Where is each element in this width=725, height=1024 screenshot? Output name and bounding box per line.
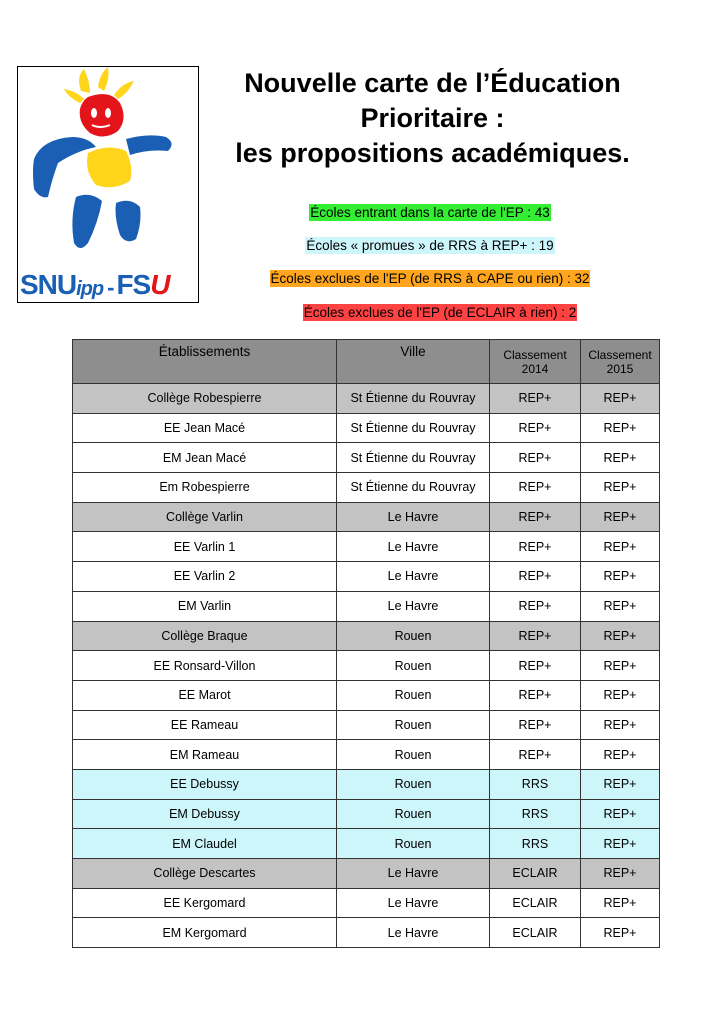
cell-establishment: EM Debussy bbox=[73, 799, 337, 829]
stat-promoted-text: Écoles « promues » de RRS à REP+ : 19 bbox=[306, 238, 554, 253]
table-row bbox=[73, 710, 660, 740]
cell-establishment: EM Jean Macé bbox=[73, 443, 337, 473]
cell-class-2015: REP+ bbox=[581, 769, 660, 799]
header-class-2015-line1: Classement bbox=[588, 347, 652, 362]
cell-class-2014: REP+ bbox=[490, 591, 581, 621]
table-row bbox=[73, 769, 660, 799]
snuipp-fsu-logo bbox=[17, 66, 199, 303]
table-body bbox=[73, 384, 660, 948]
child-figure-icon bbox=[18, 67, 198, 267]
stat-entering bbox=[200, 204, 660, 222]
cell-establishment: EM Varlin bbox=[73, 591, 337, 621]
table-row bbox=[73, 562, 660, 592]
cell-establishment: EM Claudel bbox=[73, 829, 337, 859]
cell-class-2015: REP+ bbox=[581, 413, 660, 443]
cell-city: Rouen bbox=[337, 740, 490, 770]
table-row bbox=[73, 829, 660, 859]
cell-class-2015: REP+ bbox=[581, 710, 660, 740]
cell-city: Le Havre bbox=[337, 591, 490, 621]
header-class-2014-line2: 2014 bbox=[521, 361, 549, 376]
table-row bbox=[73, 591, 660, 621]
cell-city: St Étienne du Rouvray bbox=[337, 384, 490, 414]
title-line-2: Prioritaire : bbox=[360, 103, 505, 133]
stat-excluded-eclair bbox=[210, 304, 670, 322]
table-row bbox=[73, 859, 660, 889]
table-row bbox=[73, 888, 660, 918]
cell-class-2015: REP+ bbox=[581, 502, 660, 532]
header-establishment: Établissements bbox=[73, 340, 337, 384]
cell-establishment: EE Jean Macé bbox=[73, 413, 337, 443]
cell-class-2015: REP+ bbox=[581, 591, 660, 621]
cell-class-2014: REP+ bbox=[490, 651, 581, 681]
header-class-2015 bbox=[581, 340, 660, 384]
cell-city: Le Havre bbox=[337, 532, 490, 562]
cell-class-2014: REP+ bbox=[490, 562, 581, 592]
table-row bbox=[73, 799, 660, 829]
cell-class-2014: RRS bbox=[490, 799, 581, 829]
cell-establishment: EE Varlin 2 bbox=[73, 562, 337, 592]
cell-city: Rouen bbox=[337, 769, 490, 799]
cell-class-2014: REP+ bbox=[490, 710, 581, 740]
cell-class-2015: REP+ bbox=[581, 384, 660, 414]
cell-establishment: EE Kergomard bbox=[73, 888, 337, 918]
cell-establishment: EM Kergomard bbox=[73, 918, 337, 948]
cell-establishment: EE Marot bbox=[73, 680, 337, 710]
stat-entering-text: Écoles entrant dans la carte de l'EP : 43 bbox=[310, 205, 550, 220]
cell-class-2014: REP+ bbox=[490, 502, 581, 532]
cell-class-2014: REP+ bbox=[490, 532, 581, 562]
page-title bbox=[205, 66, 660, 171]
schools-table bbox=[72, 339, 660, 948]
cell-class-2014: ECLAIR bbox=[490, 918, 581, 948]
stat-excluded-rrs-text: Écoles exclues de l'EP (de RRS à CAPE ou rien) : 32 bbox=[270, 271, 590, 286]
cell-establishment: Collège Braque bbox=[73, 621, 337, 651]
cell-class-2015: REP+ bbox=[581, 473, 660, 503]
table-row bbox=[73, 502, 660, 532]
cell-class-2015: REP+ bbox=[581, 888, 660, 918]
cell-class-2015: REP+ bbox=[581, 829, 660, 859]
cell-class-2014: RRS bbox=[490, 769, 581, 799]
cell-city: St Étienne du Rouvray bbox=[337, 443, 490, 473]
cell-class-2015: REP+ bbox=[581, 621, 660, 651]
stat-excluded-eclair-text: Écoles exclues de l'EP (de ECLAIR à rien) : 2 bbox=[303, 305, 577, 320]
logo-text-snu: SNU bbox=[20, 269, 77, 300]
cell-class-2014: RRS bbox=[490, 829, 581, 859]
cell-class-2015: REP+ bbox=[581, 918, 660, 948]
cell-city: Le Havre bbox=[337, 502, 490, 532]
table-row bbox=[73, 413, 660, 443]
header-class-2015-line2: 2015 bbox=[606, 361, 634, 376]
logo-text-ipp: ipp bbox=[76, 278, 104, 300]
header-class-2014-line1: Classement bbox=[503, 347, 567, 362]
cell-establishment: Collège Robespierre bbox=[73, 384, 337, 414]
cell-city: Le Havre bbox=[337, 918, 490, 948]
cell-class-2014: ECLAIR bbox=[490, 888, 581, 918]
cell-class-2015: REP+ bbox=[581, 532, 660, 562]
cell-class-2014: REP+ bbox=[490, 473, 581, 503]
cell-establishment: Collège Varlin bbox=[73, 502, 337, 532]
cell-establishment: EE Rameau bbox=[73, 710, 337, 740]
stat-promoted bbox=[200, 237, 660, 255]
cell-establishment: EE Debussy bbox=[73, 769, 337, 799]
stat-excluded-rrs bbox=[200, 270, 660, 288]
cell-class-2015: REP+ bbox=[581, 562, 660, 592]
table-row bbox=[73, 680, 660, 710]
cell-class-2015: REP+ bbox=[581, 799, 660, 829]
table-row bbox=[73, 473, 660, 503]
cell-city: Rouen bbox=[337, 621, 490, 651]
cell-class-2015: REP+ bbox=[581, 740, 660, 770]
cell-city: Rouen bbox=[337, 651, 490, 681]
table-row bbox=[73, 651, 660, 681]
cell-city: St Étienne du Rouvray bbox=[337, 413, 490, 443]
cell-city: St Étienne du Rouvray bbox=[337, 473, 490, 503]
cell-class-2015: REP+ bbox=[581, 680, 660, 710]
cell-class-2015: REP+ bbox=[581, 651, 660, 681]
table-row bbox=[73, 918, 660, 948]
cell-establishment: EE Varlin 1 bbox=[73, 532, 337, 562]
table-row bbox=[73, 621, 660, 651]
table-row bbox=[73, 443, 660, 473]
cell-city: Rouen bbox=[337, 710, 490, 740]
cell-city: Le Havre bbox=[337, 562, 490, 592]
logo-wordmark bbox=[20, 265, 196, 301]
table-row bbox=[73, 532, 660, 562]
cell-class-2015: REP+ bbox=[581, 859, 660, 889]
cell-class-2015: REP+ bbox=[581, 443, 660, 473]
table-row bbox=[73, 740, 660, 770]
cell-class-2014: REP+ bbox=[490, 413, 581, 443]
logo-text-u: U bbox=[150, 269, 170, 300]
cell-city: Le Havre bbox=[337, 859, 490, 889]
cell-class-2014: ECLAIR bbox=[490, 859, 581, 889]
cell-city: Rouen bbox=[337, 799, 490, 829]
cell-class-2014: REP+ bbox=[490, 443, 581, 473]
cell-city: Rouen bbox=[337, 829, 490, 859]
cell-establishment: Collège Descartes bbox=[73, 859, 337, 889]
cell-city: Rouen bbox=[337, 680, 490, 710]
logo-text-fs: FS bbox=[116, 269, 151, 300]
title-line-3: les propositions académiques. bbox=[235, 138, 630, 168]
cell-class-2014: REP+ bbox=[490, 680, 581, 710]
title-line-1: Nouvelle carte de l’Éducation bbox=[244, 68, 621, 98]
header-class-2014 bbox=[490, 340, 581, 384]
cell-class-2014: REP+ bbox=[490, 740, 581, 770]
table-header-row bbox=[73, 340, 660, 384]
cell-class-2014: REP+ bbox=[490, 384, 581, 414]
logo-text-dash: - bbox=[107, 275, 115, 300]
cell-class-2014: REP+ bbox=[490, 621, 581, 651]
cell-establishment: EM Rameau bbox=[73, 740, 337, 770]
table-row bbox=[73, 384, 660, 414]
header-city: Ville bbox=[337, 340, 490, 384]
cell-establishment: Em Robespierre bbox=[73, 473, 337, 503]
cell-city: Le Havre bbox=[337, 888, 490, 918]
cell-establishment: EE Ronsard-Villon bbox=[73, 651, 337, 681]
